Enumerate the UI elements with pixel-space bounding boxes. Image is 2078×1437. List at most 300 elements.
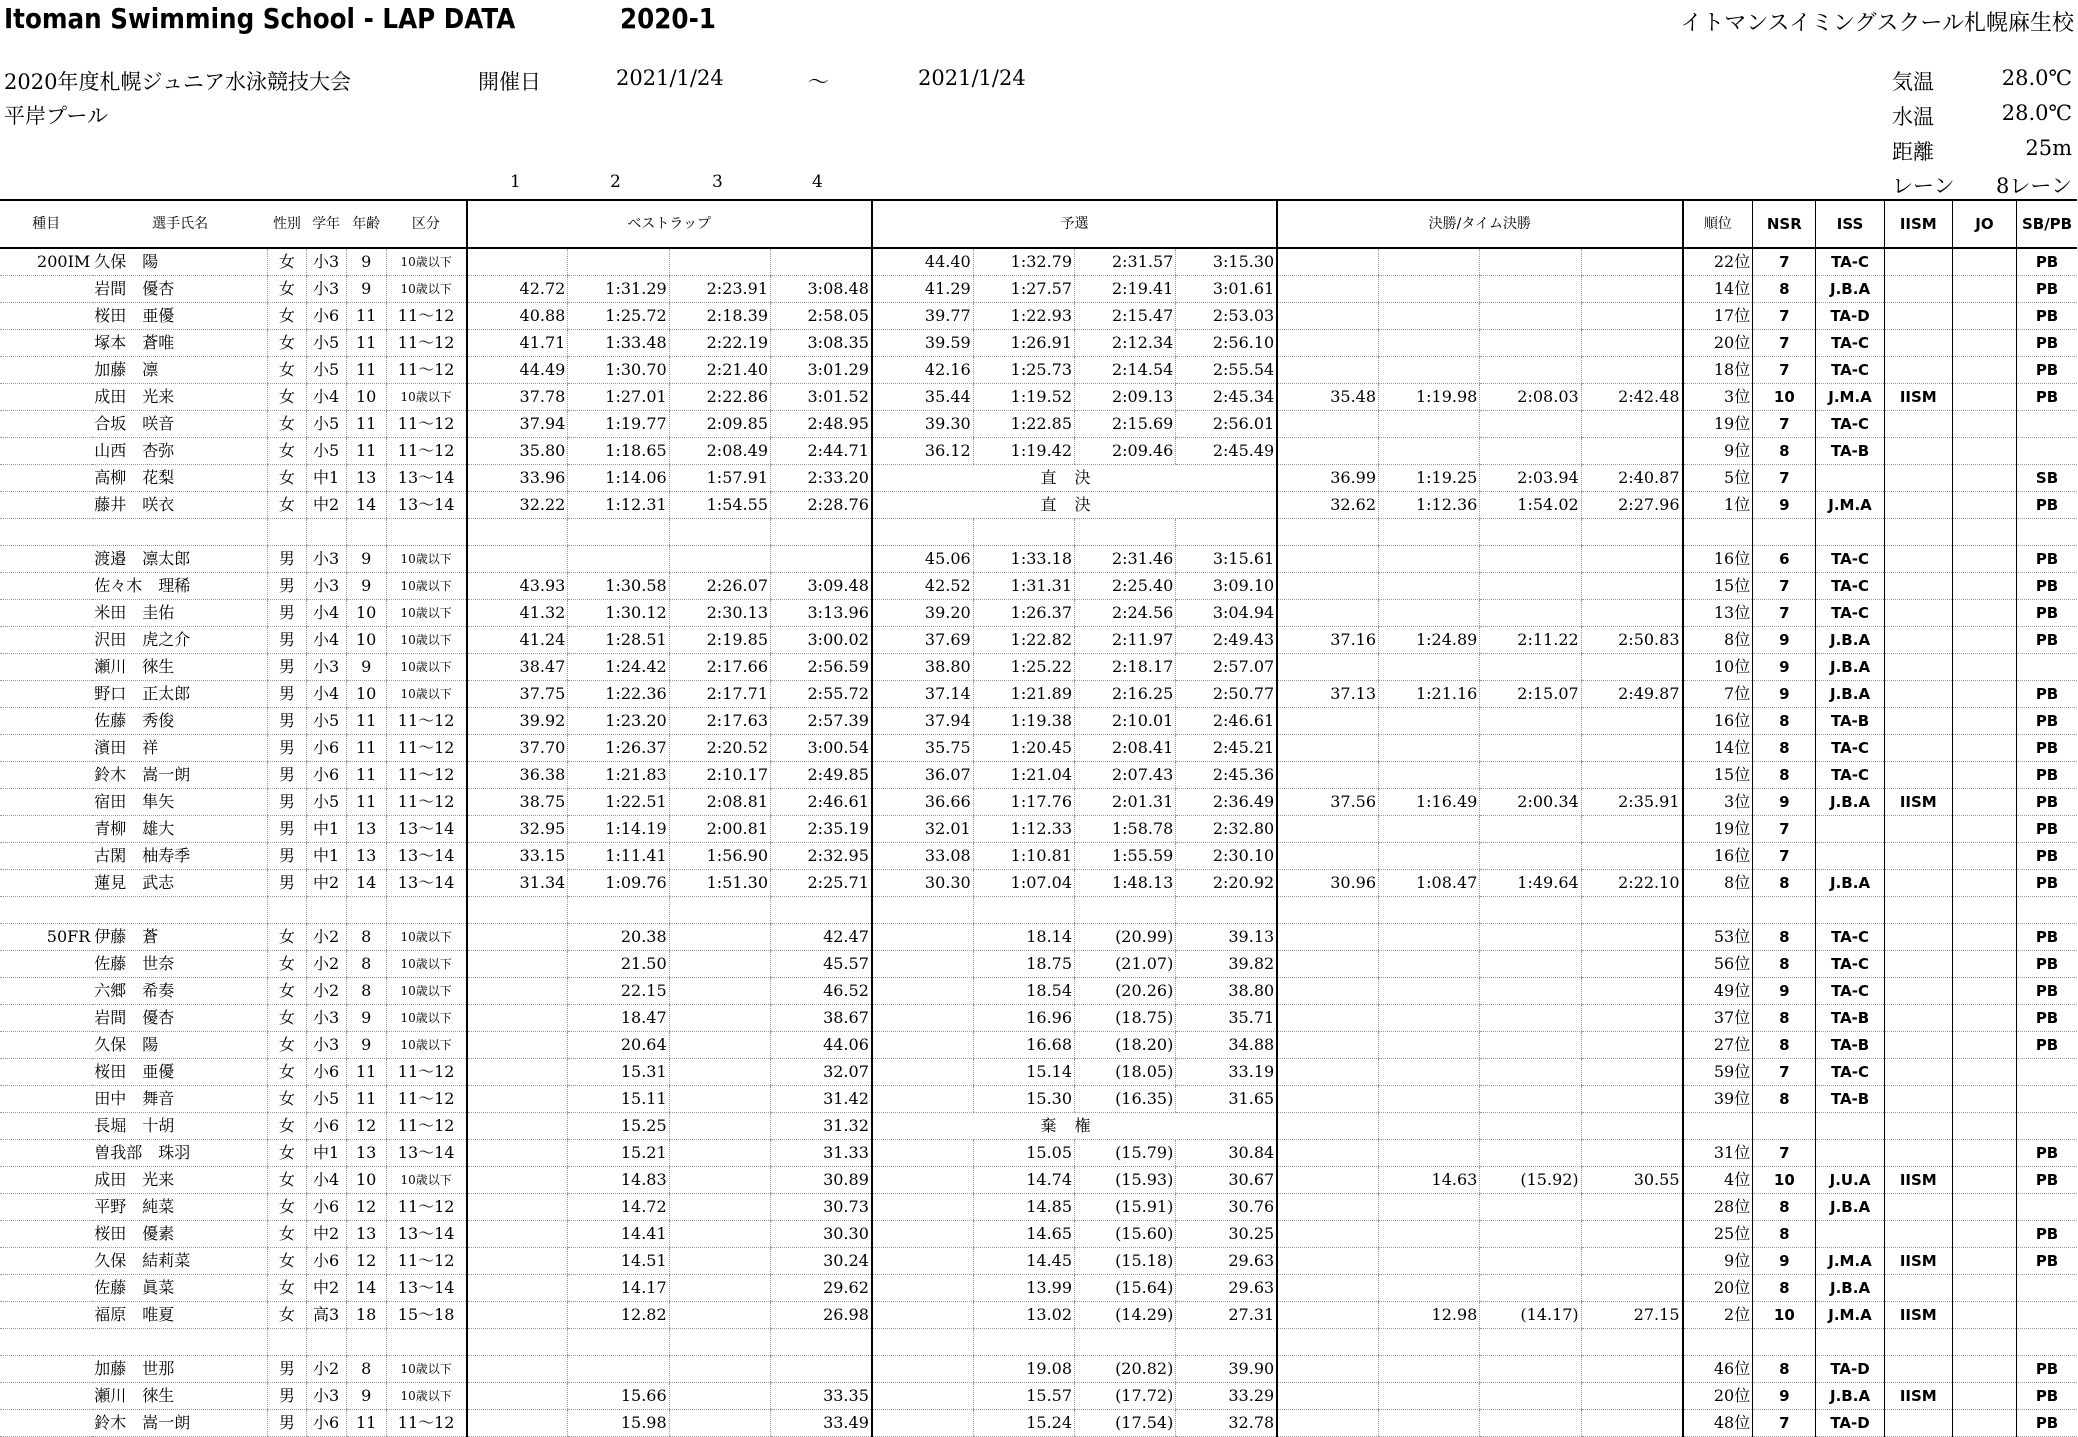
iism-cell [1884,1032,1952,1059]
division-cell: 10歳以下 [386,951,466,978]
prelim-lap-cell: 2:09.13 [1075,384,1176,411]
best-lap-cell: 3:01.29 [771,357,872,384]
best-lap-cell: 41.32 [467,600,568,627]
sbpb-cell: PB [2017,1221,2077,1248]
swimmer-name: 塚本 蒼唯 [92,330,268,357]
best-lap-cell: 37.78 [467,384,568,411]
swimmer-name: 宿田 隼矢 [92,789,268,816]
empty-cell [771,897,872,924]
best-lap-cell [568,1356,669,1383]
prelim-lap-cell: 30.84 [1176,1140,1277,1167]
final-lap-cell: 2:22.10 [1581,870,1682,897]
iism-cell [1884,546,1952,573]
prelim-lap-cell: 2:30.10 [1176,843,1277,870]
final-lap-cell [1379,1032,1480,1059]
rank-cell: 53位 [1683,924,1753,951]
rank-cell: 20位 [1683,1383,1753,1410]
empty-cell [2017,519,2077,546]
best-lap-cell [467,1194,568,1221]
jo-cell [1952,1032,2016,1059]
final-lap-cell [1277,546,1378,573]
best-lap-cell: 2:32.95 [771,843,872,870]
iism-cell [1884,1059,1952,1086]
empty-cell [973,519,1074,546]
event-cell [0,384,92,411]
grade-cell: 小4 [306,600,346,627]
sbpb-cell: PB [2017,1005,2077,1032]
event-cell [0,1410,92,1437]
table-row [0,951,2077,978]
jo-cell [1952,762,2016,789]
best-lap-cell: 29.62 [771,1275,872,1302]
final-lap-cell: 30.96 [1277,870,1378,897]
best-lap-cell: 44.49 [467,357,568,384]
col-header-sex: 性別 [268,200,306,248]
best-lap-cell: 38.67 [771,1005,872,1032]
table-row [0,248,2077,276]
iism-cell [1884,1086,1952,1113]
jo-cell [1952,1248,2016,1275]
empty-cell [1277,1329,1378,1356]
sex-cell: 男 [268,627,306,654]
final-lap-cell [1277,1032,1378,1059]
iss-cell [1816,843,1884,870]
event-cell [0,330,92,357]
final-lap-cell [1480,248,1581,276]
sex-cell: 女 [268,951,306,978]
jo-cell [1952,438,2016,465]
final-lap-cell [1277,1356,1378,1383]
sbpb-cell: PB [2017,1167,2077,1194]
iss-cell: J.B.A [1816,1275,1884,1302]
iss-cell: TA-C [1816,978,1884,1005]
best-lap-cell: 2:46.61 [771,789,872,816]
col-header-jo: JO [1952,200,2016,248]
best-lap-cell [669,1410,770,1437]
final-lap-cell [1379,1221,1480,1248]
swimmer-name: 蓮見 武志 [92,870,268,897]
prelim-lap-cell: 45.06 [872,546,973,573]
best-lap-cell [467,546,568,573]
final-lap-cell [1480,330,1581,357]
swimmer-name: 鈴木 嵩一朗 [92,762,268,789]
iss-cell [1816,465,1884,492]
grade-cell: 小3 [306,573,346,600]
rank-cell: 13位 [1683,600,1753,627]
division-cell: 10歳以下 [386,681,466,708]
iss-cell [1816,816,1884,843]
jo-cell [1952,573,2016,600]
prelim-lap-cell: 32.78 [1176,1410,1277,1437]
empty-cell [669,1329,770,1356]
sbpb-cell [2017,1086,2077,1113]
sbpb-cell: PB [2017,1032,2077,1059]
iism-cell [1884,600,1952,627]
iism-cell [1884,735,1952,762]
division-cell: 10歳以下 [386,276,466,303]
final-lap-cell [1480,978,1581,1005]
jo-cell [1952,978,2016,1005]
prelim-lap-cell: 14.65 [973,1221,1074,1248]
sex-cell: 女 [268,384,306,411]
final-lap-cell: 2:35.91 [1581,789,1682,816]
empty-cell [1480,897,1581,924]
table-row [0,1140,2077,1167]
prelim-lap-cell: 1:22.82 [973,627,1074,654]
prelim-lap-cell: 1:17.76 [973,789,1074,816]
prelim-lap-cell: 2:31.46 [1075,546,1176,573]
prelim-lap-cell: (15.64) [1075,1275,1176,1302]
table-header-row [0,200,2077,248]
best-lap-cell: 2:48.95 [771,411,872,438]
best-lap-cell: 3:08.35 [771,330,872,357]
best-lap-cell [669,546,770,573]
prelim-lap-cell: 2:24.56 [1075,600,1176,627]
jo-cell [1952,951,2016,978]
empty-cell [92,1329,268,1356]
empty-cell [346,1329,386,1356]
prelim-lap-cell: 37.14 [872,681,973,708]
nsr-cell: 8 [1753,1356,1816,1383]
iss-cell: J.U.A [1816,1167,1884,1194]
jo-cell [1952,1383,2016,1410]
prelim-lap-cell: 38.80 [1176,978,1277,1005]
table-row [0,1032,2077,1059]
final-lap-cell [1581,303,1682,330]
division-cell: 10歳以下 [386,1167,466,1194]
final-lap-cell [1277,951,1378,978]
best-lap-cell: 33.15 [467,843,568,870]
best-lap-cell: 32.95 [467,816,568,843]
nsr-cell: 8 [1753,708,1816,735]
table-row [0,735,2077,762]
sbpb-cell [2017,411,2077,438]
iism-cell: IISM [1884,789,1952,816]
rank-cell: 9位 [1683,438,1753,465]
swimmer-name: 佐藤 眞菜 [92,1275,268,1302]
prelim-lap-cell: (15.18) [1075,1248,1176,1275]
jo-cell [1952,1410,2016,1437]
prelim-lap-cell: 14.45 [973,1248,1074,1275]
best-lap-cell: 30.89 [771,1167,872,1194]
jo-cell [1952,357,2016,384]
table-row [0,1356,2077,1383]
age-cell: 9 [346,1032,386,1059]
prelim-lap-cell: 27.31 [1176,1302,1277,1329]
final-lap-cell: 2:08.03 [1480,384,1581,411]
final-lap-cell [1277,600,1378,627]
empty-cell [386,1329,466,1356]
empty-cell [1480,519,1581,546]
best-lap-cell: 31.42 [771,1086,872,1113]
final-lap-cell [1379,1356,1480,1383]
table-row [0,546,2077,573]
age-cell: 9 [346,654,386,681]
iism-cell [1884,951,1952,978]
sex-cell: 女 [268,1248,306,1275]
best-lap-cell [669,1194,770,1221]
prelim-lap-cell: 2:50.77 [1176,681,1277,708]
rank-cell: 16位 [1683,843,1753,870]
jo-cell [1952,654,2016,681]
best-lap-cell: 2:18.39 [669,303,770,330]
rank-cell: 16位 [1683,546,1753,573]
final-lap-cell [1480,1140,1581,1167]
prelim-lap-cell: 1:21.04 [973,762,1074,789]
best-lap-cell [467,248,568,276]
age-cell: 11 [346,1410,386,1437]
best-lap-cell: 2:44.71 [771,438,872,465]
iism-cell [1884,843,1952,870]
event-cell [0,1140,92,1167]
final-lap-cell [1581,978,1682,1005]
age-cell: 8 [346,978,386,1005]
page-title: Itoman Swimming School - LAP DATA [4,2,516,35]
table-row [0,1167,2077,1194]
prelim-lap-cell: 1:12.33 [973,816,1074,843]
final-lap-cell: 36.99 [1277,465,1378,492]
swimmer-name: 山西 杏弥 [92,438,268,465]
best-lap-cell: 38.75 [467,789,568,816]
table-row [0,357,2077,384]
prelim-lap-cell: 37.69 [872,627,973,654]
final-lap-cell [1277,1383,1378,1410]
iss-cell: J.B.A [1816,1383,1884,1410]
final-lap-cell [1581,1275,1682,1302]
sex-cell: 男 [268,870,306,897]
prelim-lap-cell: 2:16.25 [1075,681,1176,708]
best-lap-cell: 2:10.17 [669,762,770,789]
school-name: イトマンスイミングスクール札幌麻生校 [1680,11,2074,36]
final-lap-cell [1277,762,1378,789]
table-row [0,330,2077,357]
iss-cell [1816,1140,1884,1167]
rank-cell: 25位 [1683,1221,1753,1248]
empty-cell [306,519,346,546]
prelim-lap-cell [872,978,973,1005]
best-lap-cell [467,1059,568,1086]
age-cell: 10 [346,627,386,654]
prelim-lap-cell: 1:10.81 [973,843,1074,870]
best-lap-cell [669,1221,770,1248]
final-lap-cell [1480,1113,1581,1140]
jo-cell [1952,546,2016,573]
final-lap-cell [1480,654,1581,681]
prelim-lap-cell: 2:01.31 [1075,789,1176,816]
empty-cell [1753,1329,1816,1356]
division-cell: 10歳以下 [386,1356,466,1383]
swimmer-name: 平野 純菜 [92,1194,268,1221]
iss-cell: TA-D [1816,1410,1884,1437]
prelim-lap-cell: (18.05) [1075,1059,1176,1086]
best-lap-cell: 46.52 [771,978,872,1005]
empty-cell [1952,897,2016,924]
final-lap-cell [1480,1410,1581,1437]
best-lap-cell: 1:19.77 [568,411,669,438]
grade-cell: 小3 [306,1005,346,1032]
division-cell: 10歳以下 [386,1383,466,1410]
swimmer-name: 濱田 祥 [92,735,268,762]
final-lap-cell: 1:49.64 [1480,870,1581,897]
empty-cell [1176,519,1277,546]
final-lap-cell: 1:12.36 [1379,492,1480,519]
nsr-cell: 9 [1753,789,1816,816]
grade-cell: 中1 [306,1140,346,1167]
final-lap-cell: 2:15.07 [1480,681,1581,708]
final-lap-cell [1581,735,1682,762]
col-header-best-lap: ベストラップ [467,200,872,248]
age-cell: 9 [346,1383,386,1410]
final-lap-cell [1581,1221,1682,1248]
sex-cell: 女 [268,1059,306,1086]
best-lap-cell: 2:20.52 [669,735,770,762]
prelim-lap-cell: 1:32.79 [973,248,1074,276]
prelim-lap-cell: 2:10.01 [1075,708,1176,735]
sbpb-cell: PB [2017,1356,2077,1383]
best-lap-cell: 2:56.59 [771,654,872,681]
jo-cell [1952,924,2016,951]
table-row [0,1410,2077,1437]
sbpb-cell: PB [2017,681,2077,708]
age-cell: 9 [346,1005,386,1032]
empty-cell [1884,1329,1952,1356]
event-cell: 200IM [0,248,92,276]
iism-cell: IISM [1884,384,1952,411]
event-cell [0,816,92,843]
best-lap-cell: 2:28.76 [771,492,872,519]
rank-cell: 14位 [1683,276,1753,303]
division-cell: 10歳以下 [386,627,466,654]
final-lap-cell [1277,1410,1378,1437]
swimmer-name: 田中 舞音 [92,1086,268,1113]
best-lap-cell [669,951,770,978]
prelim-lap-cell [872,924,973,951]
jo-cell [1952,411,2016,438]
table-row [0,1194,2077,1221]
final-lap-cell [1581,1140,1682,1167]
rank-cell: 8位 [1683,870,1753,897]
final-lap-cell [1581,1383,1682,1410]
sbpb-cell: PB [2017,330,2077,357]
best-lap-cell: 15.21 [568,1140,669,1167]
event-cell [0,762,92,789]
table-row [0,843,2077,870]
prelim-lap-cell: 1:22.93 [973,303,1074,330]
final-lap-cell [1480,1032,1581,1059]
sex-cell: 男 [268,546,306,573]
empty-cell [1277,897,1378,924]
best-lap-cell: 2:21.40 [669,357,770,384]
final-lap-cell [1480,1275,1581,1302]
best-lap-cell [669,1005,770,1032]
iism-cell [1884,1221,1952,1248]
best-lap-cell [467,1005,568,1032]
iism-cell [1884,978,1952,1005]
nsr-cell: 9 [1753,654,1816,681]
empty-cell [1952,519,2016,546]
rank-cell: 2位 [1683,1302,1753,1329]
grade-cell: 小3 [306,546,346,573]
best-lap-cell: 1:14.06 [568,465,669,492]
empty-cell [306,1329,346,1356]
prelim-lap-cell: 18.75 [973,951,1074,978]
prelim-lap-cell: 1:27.57 [973,276,1074,303]
best-lap-cell: 2:22.19 [669,330,770,357]
prelim-status: 直決 [872,465,1277,492]
sex-cell: 女 [268,248,306,276]
iss-cell: J.M.A [1816,492,1884,519]
best-lap-cell: 1:18.65 [568,438,669,465]
sex-cell: 男 [268,1410,306,1437]
final-lap-cell [1379,1140,1480,1167]
final-lap-cell [1277,411,1378,438]
prelim-lap-cell: 15.14 [973,1059,1074,1086]
division-cell: 11～12 [386,789,466,816]
final-lap-cell [1379,951,1480,978]
final-lap-cell [1277,1005,1378,1032]
prelim-lap-cell: 18.14 [973,924,1074,951]
table-row [0,465,2077,492]
sbpb-cell: PB [2017,924,2077,951]
final-lap-cell [1581,708,1682,735]
sbpb-cell [2017,438,2077,465]
jo-cell [1952,1275,2016,1302]
iss-cell: J.B.A [1816,654,1884,681]
nsr-cell: 8 [1753,735,1816,762]
iism-cell [1884,1275,1952,1302]
sbpb-cell: PB [2017,735,2077,762]
prelim-lap-cell: 1:58.78 [1075,816,1176,843]
prelim-lap-cell: (18.75) [1075,1005,1176,1032]
division-cell: 10歳以下 [386,1032,466,1059]
sex-cell: 女 [268,411,306,438]
sbpb-cell: PB [2017,573,2077,600]
nsr-cell: 8 [1753,1086,1816,1113]
empty-cell [346,519,386,546]
sex-cell: 男 [268,762,306,789]
age-cell: 9 [346,546,386,573]
final-lap-cell [1379,708,1480,735]
final-lap-cell [1379,1059,1480,1086]
final-lap-cell [1480,546,1581,573]
sex-cell: 男 [268,1356,306,1383]
best-lap-cell: 2:26.07 [669,573,770,600]
grade-cell: 小5 [306,789,346,816]
final-lap-cell [1581,951,1682,978]
prelim-lap-cell: 42.52 [872,573,973,600]
prelim-lap-cell: 13.99 [973,1275,1074,1302]
prelim-lap-cell: (21.07) [1075,951,1176,978]
sbpb-cell [2017,1194,2077,1221]
prelim-lap-cell: 3:04.94 [1176,600,1277,627]
swimmer-name: 佐藤 秀俊 [92,708,268,735]
empty-cell [306,897,346,924]
table-row [0,303,2077,330]
event-cell [0,1059,92,1086]
sbpb-cell: PB [2017,951,2077,978]
prelim-lap-cell: 1:25.22 [973,654,1074,681]
final-lap-cell [1480,573,1581,600]
jo-cell [1952,1059,2016,1086]
empty-cell [1480,1329,1581,1356]
age-cell: 10 [346,1167,386,1194]
prelim-lap-cell: 2:15.69 [1075,411,1176,438]
iss-cell: TA-B [1816,1032,1884,1059]
prelim-lap-cell: 30.30 [872,870,973,897]
event-cell [0,627,92,654]
best-lap-cell: 15.11 [568,1086,669,1113]
best-lap-cell [669,978,770,1005]
